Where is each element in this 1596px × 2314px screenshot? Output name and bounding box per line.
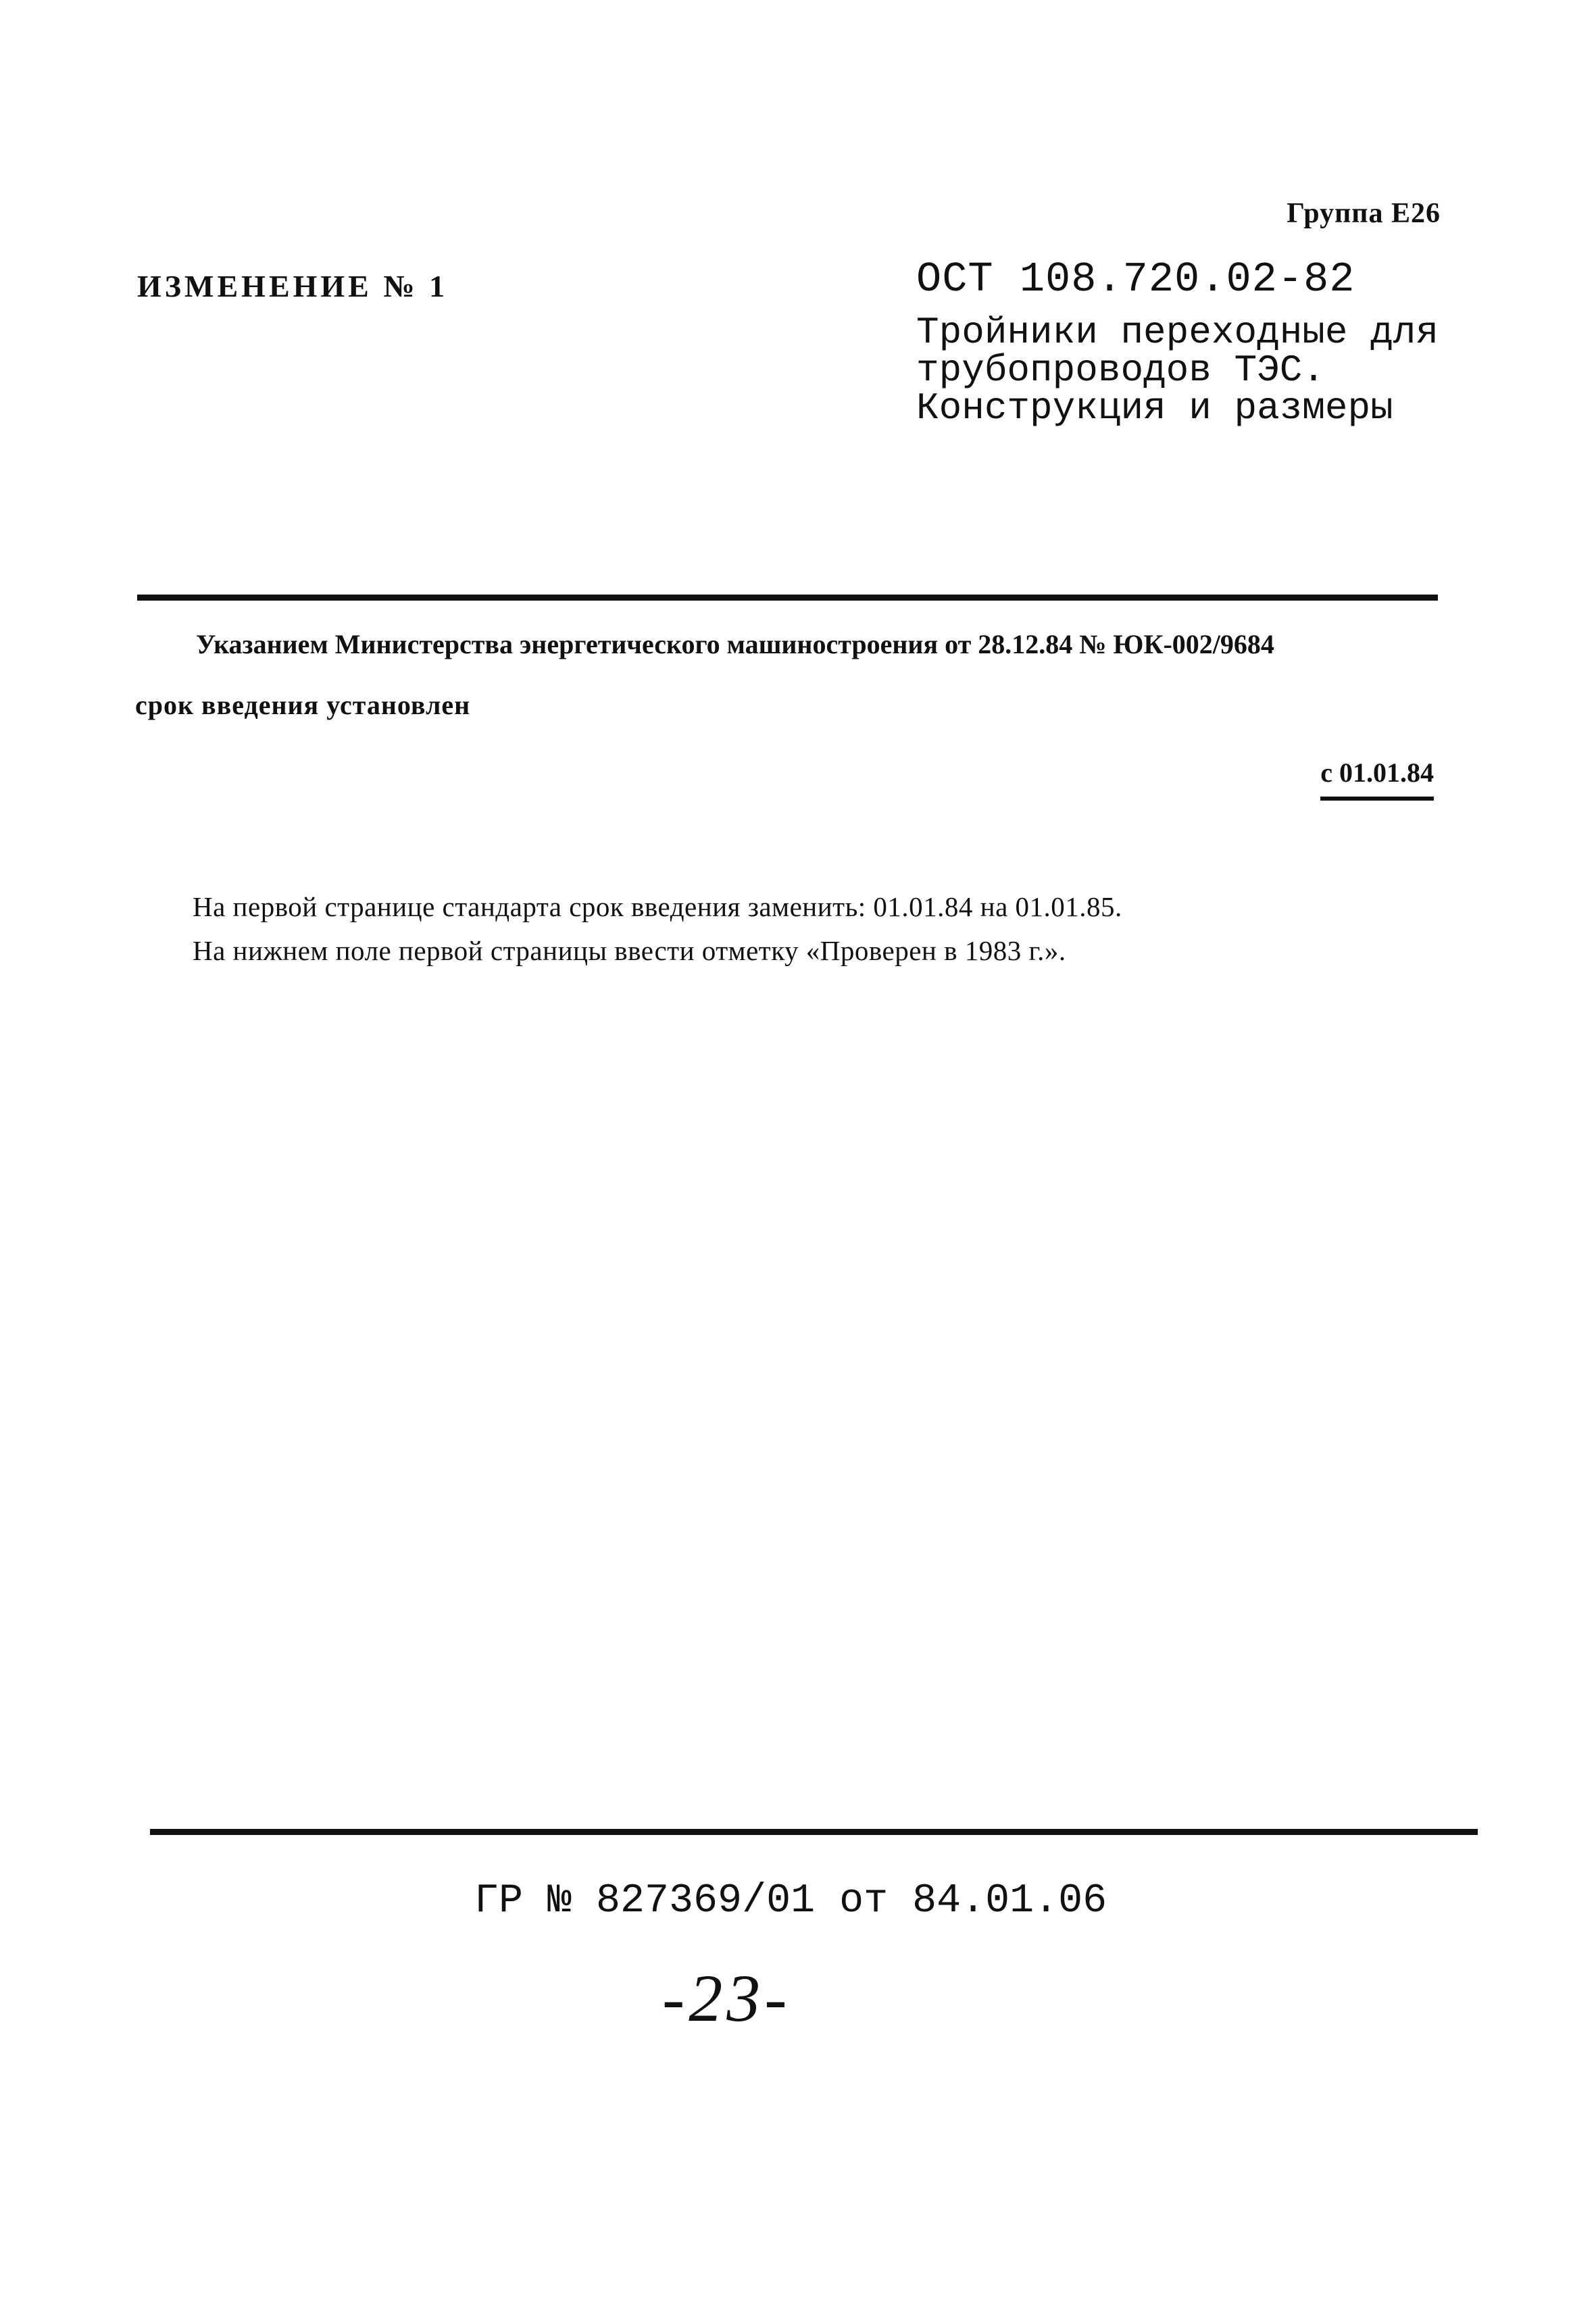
bottom-divider xyxy=(150,1829,1478,1835)
body-line-1: На первой странице стандарта срок введения заменить: 01.01.84 на 01.01.85. xyxy=(193,891,1122,922)
term-date: с 01.01.84 xyxy=(1320,757,1434,801)
standard-code: ОСТ 108.720.02-82 xyxy=(916,255,1355,303)
standard-title: Тройники переходные для трубопроводов ТЭС. Конструкция и размеры xyxy=(916,311,1439,430)
top-divider xyxy=(137,595,1438,601)
page-number: -23- xyxy=(662,1961,791,2036)
decree-text: Указанием Министерства энергетического машиностроения от 28.12.84 № ЮК-002/9684 xyxy=(196,629,1274,659)
registration-number: ГР № 827369/01 от 84.01.06 xyxy=(474,1878,1107,1924)
term-label: срок введения установлен xyxy=(135,690,471,720)
body-line-2: На нижнем поле первой страницы ввести отметку «Проверен в 1983 г.». xyxy=(193,935,1066,966)
group-label: Группа Е26 xyxy=(1287,198,1441,229)
change-title: ИЗМЕНЕНИЕ № 1 xyxy=(137,269,449,303)
